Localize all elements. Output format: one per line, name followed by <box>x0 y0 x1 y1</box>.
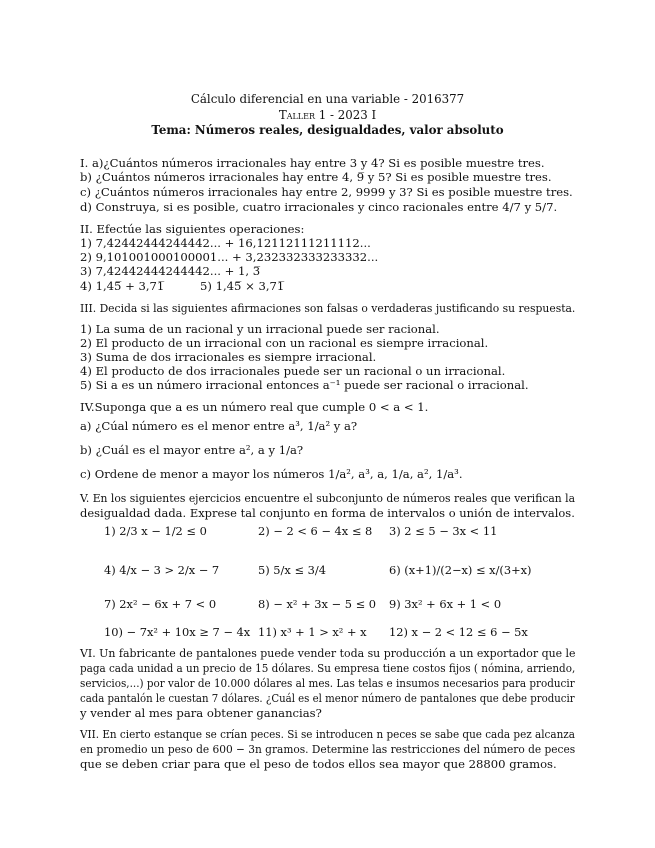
s2-op5: 5) 1,45̅ × 3,71̅ <box>200 279 285 293</box>
s4-question-a: a) ¿Cúal número es el menor entre a³, 1/a² y a? <box>80 419 358 433</box>
s4-title: IV.Suponga que a es un número real que cumple 0 < a < 1. <box>80 400 429 414</box>
topic-label: Tema <box>151 123 187 137</box>
s2-op3: 3) 7,42442444244442... + 1, 3̅ <box>80 264 261 278</box>
s2-op1: 1) 7,42442444244442... + 16,12112111211112... <box>80 236 371 250</box>
workshop-title: Taller 1 - 2023 I <box>278 108 377 122</box>
topic-text: : Números reales, desigualdades, valor absoluto <box>186 123 504 137</box>
s5-exercise-8: 8) − x² + 3x − 5 ≤ 0 <box>258 597 376 611</box>
s6-line-1: VI. Un fabricante de pantalones puede vender toda su producción a un exportador que le <box>80 646 576 660</box>
s5-exercise-12: 12) x − 2 < 12 ≤ 6 − 5x <box>389 625 528 639</box>
s6-line-4: cada pantalón le cuestan 7 dólares. ¿Cuál es el menor número de pantalones que debe producir <box>80 691 575 705</box>
s1-question-c: c) ¿Cuántos números irracionales hay entre 2, 9999 y 3? Si es posible muestre tres. <box>80 185 573 199</box>
s1-question-b: b) ¿Cuántos números irracionales hay entre 4, 9̅ y 5? Si es posible muestre tres. <box>80 170 552 184</box>
s5-exercise-2: 2) − 2 < 6 − 4x ≤ 8 <box>258 524 373 538</box>
s3-title: III. Decida si las siguientes afirmaciones son falsas o verdaderas justificando su respuesta. <box>80 301 576 315</box>
s5-exercise-10: 10) − 7x² + 10x ≥ 7 − 4x <box>104 625 251 639</box>
course-title: Cálculo diferencial en una variable - 2016377 <box>190 92 465 106</box>
s6-line-2: paga cada unidad a un precio de 15 dólares. Su empresa tiene costos fijos ( nómina, arriendo, <box>80 661 576 675</box>
s4-question-c: c) Ordene de menor a mayor los números 1/a², a³, a, 1/a, a², 1/a³. <box>80 467 463 481</box>
s6-line-5: y vender al mes para obtener ganancias? <box>80 706 322 720</box>
topic-line <box>0 123 655 138</box>
s5-exercise-7: 7) 2x² − 6x + 7 < 0 <box>104 597 217 611</box>
s3-item-1: 1) La suma de un racional y un irracional puede ser racional. <box>80 322 440 336</box>
s5-exercise-5: 5) 5/x ≤ 3/4 <box>258 563 326 577</box>
s1-question-a: I. a)¿Cuántos números irracionales hay entre 3 y 4? Si es posible muestre tres. <box>80 156 545 170</box>
s3-item-3: 3) Suma de dos irracionales es siempre irracional. <box>80 350 377 364</box>
s1-question-d: d) Construya, si es posible, cuatro irracionales y cinco racionales entre 4/7 y 5/7. <box>80 200 558 214</box>
s5-exercise-11: 11) x³ + 1 > x² + x <box>258 625 367 639</box>
s5-exercise-6: 6) (x+1)/(2−x) ≤ x/(3+x) <box>389 563 532 577</box>
s3-item-5: 5) Si a es un número irracional entonces a⁻¹ puede ser racional o irracional. <box>80 378 529 392</box>
s5-exercise-1: 1) 2/3 x − 1/2 ≤ 0 <box>104 524 207 538</box>
s7-line-1: VII. En cierto estanque se crían peces. Si se introducen n peces se sabe que cada pez alcanza <box>80 727 575 741</box>
s5-intro-1: V. En los siguientes ejercicios encuentre el subconjunto de números reales que verifican la <box>80 491 575 505</box>
s7-line-2: en promedio un peso de 600 − 3n gramos. Determine las restricciones del número de peces <box>80 742 576 756</box>
s5-intro-2: desigualdad dada. Exprese tal conjunto en forma de intervalos o unión de intervalos. <box>80 506 575 520</box>
s5-exercise-9: 9) 3x² + 6x + 1 < 0 <box>389 597 502 611</box>
s4-question-b: b) ¿Cuál es el mayor entre a², a y 1/a? <box>80 443 304 457</box>
s2-op2: 2) 9,101001000100001... + 3,232332333233332... <box>80 250 379 264</box>
s6-line-3: servicios,...) por valor de 10.000 dólares al mes. Las telas e insumos necesarios para producir <box>80 676 575 690</box>
s3-item-4: 4) El producto de dos irracionales puede ser un racional o un irracional. <box>80 364 506 378</box>
s2-title: II. Efectúe las siguientes operaciones: <box>80 222 305 236</box>
s5-exercise-4: 4) 4/x − 3 > 2/x − 7 <box>104 563 220 577</box>
s2-op4: 4) 1,45̅ + 3,71̅ <box>80 279 165 293</box>
s5-exercise-3: 3) 2 ≤ 5 − 3x < 11 <box>389 524 498 538</box>
s7-line-3: que se deben criar para que el peso de todos ellos sea mayor que 28800 gramos. <box>80 757 557 771</box>
s3-item-2: 2) El producto de un irracional con un racional es siempre irracional. <box>80 336 489 350</box>
